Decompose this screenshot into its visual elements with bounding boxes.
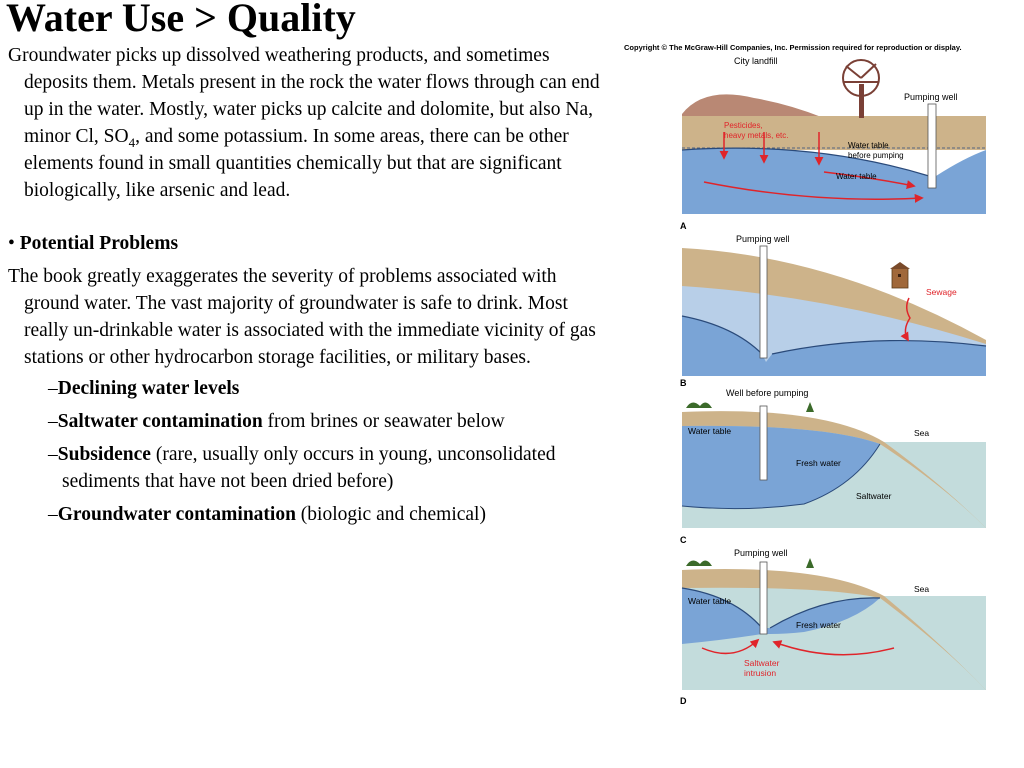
label-water-table-a: Water table bbox=[836, 172, 877, 181]
problem-term: Groundwater contamination bbox=[57, 504, 296, 525]
problem-detail: from brines or seawater below bbox=[262, 411, 505, 432]
outhouse-icon bbox=[890, 262, 910, 288]
intro-text: Groundwater picks up dissolved weathering products, and sometimes deposits them. Metals present in the rock the water flows through can end up in the water. Mostly, water picks up calcite and dolomite, but also Na, minor Cl, SO bbox=[8, 45, 600, 147]
panel-d bbox=[680, 548, 986, 706]
label-well-before-pumping: Well before pumping bbox=[726, 388, 809, 398]
sulfate-subscript: 4 bbox=[128, 134, 136, 150]
problem-term: Declining water levels bbox=[57, 378, 240, 399]
pumping-well-d bbox=[760, 562, 767, 634]
label-sea-c: Sea bbox=[914, 428, 930, 438]
shrub-icon bbox=[806, 558, 814, 568]
explanation-paragraph: The book greatly exaggerates the severity of problems associated with ground water. The vast majority of groundwater is safe to drink. Most really un-drinkable water is associated with the immediate vicinity of gas stations or other hydrocarbon storage facilities, or military bases. bbox=[8, 266, 596, 368]
well-before-pumping bbox=[760, 406, 767, 480]
intro-text-end: , and some potassium. In some areas, there can be other elements found in small quantities chemically but that are significant biologically, like arsenic and lead. bbox=[24, 126, 569, 201]
groundwater-figure bbox=[574, 36, 1024, 716]
label-fresh-water-d: Fresh water bbox=[796, 620, 841, 630]
bullet-potential-problems bbox=[8, 230, 612, 257]
label-fresh-water-c: Fresh water bbox=[796, 458, 841, 468]
problem-dash: – bbox=[48, 504, 58, 525]
panel-letter-a: A bbox=[680, 221, 687, 231]
label-sewage: Sewage bbox=[926, 287, 957, 297]
problem-item bbox=[48, 375, 612, 402]
label-pumping-well-a: Pumping well bbox=[904, 92, 958, 102]
panel-a bbox=[680, 56, 986, 231]
label-water-table-d: Water table bbox=[688, 596, 732, 606]
label-water-table-before-2: before pumping bbox=[848, 151, 904, 160]
problem-detail: (biologic and chemical) bbox=[295, 504, 486, 525]
problem-detail: (rare, usually only occurs in young, unconsolidated sediments that have not been dried before) bbox=[62, 444, 556, 492]
label-sea-d: Sea bbox=[914, 584, 930, 594]
label-saltwater-c: Saltwater bbox=[856, 491, 892, 501]
problem-dash: – bbox=[48, 378, 58, 399]
problem-list bbox=[8, 375, 612, 528]
problem-term: Subsidence bbox=[57, 444, 151, 465]
slide-body bbox=[8, 42, 612, 534]
panel-letter-c: C bbox=[680, 535, 687, 545]
problem-item bbox=[48, 408, 612, 435]
label-pumping-well-d: Pumping well bbox=[734, 548, 788, 558]
intro-paragraph bbox=[8, 42, 612, 204]
label-water-table-before-1: Water table bbox=[848, 141, 889, 150]
panel-c bbox=[680, 388, 986, 545]
problem-dash: – bbox=[48, 411, 58, 432]
shrub-icon bbox=[806, 402, 814, 412]
tree-icon bbox=[843, 60, 879, 118]
shrub-icon bbox=[686, 402, 712, 408]
aquifer-a bbox=[682, 148, 986, 214]
bullet-heading: Potential Problems bbox=[19, 233, 179, 254]
label-water-table-c: Water table bbox=[688, 426, 732, 436]
label-pesticides: Pesticides, bbox=[724, 121, 763, 130]
pumping-well-a bbox=[928, 104, 936, 188]
panel-letter-d: D bbox=[680, 696, 687, 706]
panel-letter-b: B bbox=[680, 378, 687, 388]
bullet-dot: • bbox=[8, 233, 20, 254]
label-city-landfill: City landfill bbox=[734, 56, 778, 66]
label-heavy-metals: heavy metals, etc. bbox=[724, 131, 789, 140]
slide-title: Water Use > Quality bbox=[6, 0, 356, 40]
problem-item bbox=[48, 501, 612, 528]
problem-item bbox=[48, 441, 612, 495]
label-saltwater-intrusion-1: Saltwater bbox=[744, 658, 780, 668]
pumping-well-b bbox=[760, 246, 767, 358]
problem-dash: – bbox=[48, 444, 58, 465]
label-saltwater-intrusion-2: intrusion bbox=[744, 668, 777, 678]
problem-term: Saltwater contamination bbox=[57, 411, 263, 432]
figure-copyright: Copyright © The McGraw-Hill Companies, Inc. Permission required for reproduction or display. bbox=[624, 43, 962, 52]
panel-b bbox=[680, 234, 986, 388]
label-pumping-well-b: Pumping well bbox=[736, 234, 790, 244]
shrub-icon bbox=[686, 560, 712, 566]
